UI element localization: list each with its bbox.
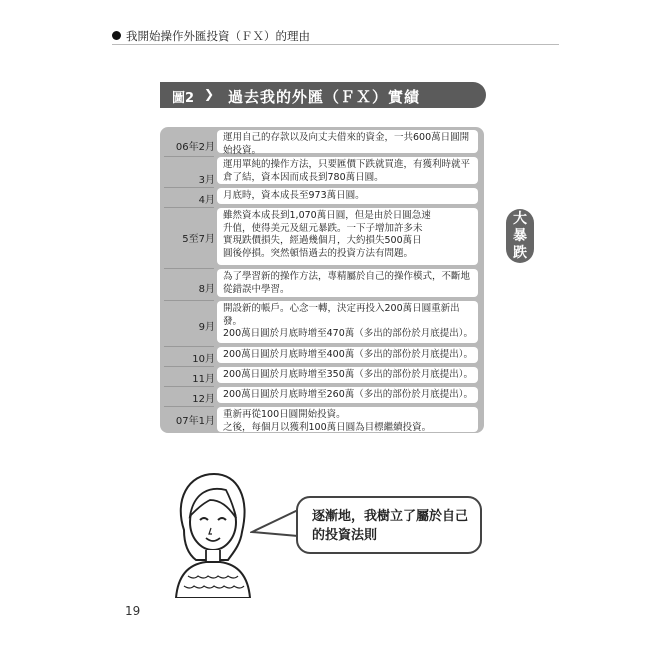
figure-banner [160, 82, 486, 108]
table-row [160, 269, 484, 300]
row-text: 開設新的帳戶。心念一轉，決定再投入200萬日圓重新出 發。 200萬日圓於月底時增至470萬（多出的部份於月底提出）。 [217, 301, 478, 343]
section-title: 我開始操作外匯投資（ＦＸ）的理由 [126, 29, 310, 43]
row-text: 雖然資本成長到1,070萬日圓，但是由於日圓急速 升值，使得美元及紐元暴跌。一下子增加許多未 實現跌價損失，經過幾個月，大約損失500萬日 圓後停損。突然頓悟過去的投資方法有問題。 大 暴 跌 [217, 208, 478, 265]
row-text: 重新再從100日圓開始投資。 之後，每個月以獲利100萬日圓為目標繼續投資。 [217, 407, 478, 432]
row-date: 12月 [192, 394, 215, 405]
speech-bubble-tail [250, 506, 300, 542]
row-date: 8月 [198, 284, 215, 295]
plunge-stamp: 大 暴 跌 [506, 209, 534, 263]
row-date: 11月 [192, 374, 215, 385]
table-row [160, 367, 484, 386]
row-text: 月底時，資本成長至973萬日圓。 [217, 188, 478, 204]
speech-text: 逐漸地，我樹立了屬於自己 的投資法則 [312, 509, 469, 543]
table-row [160, 301, 484, 346]
figure-label: 圖2 [172, 91, 195, 106]
bullet-dot-icon [112, 31, 121, 40]
table-row [160, 130, 484, 156]
table-row [160, 188, 484, 207]
row-date: 9月 [198, 322, 215, 333]
table-row [160, 208, 527, 268]
page-number: 19 [125, 604, 141, 618]
woman-illustration [170, 470, 252, 598]
row-date: 06年2月 [175, 142, 215, 153]
row-date: 4月 [198, 195, 215, 206]
record-table [160, 127, 527, 433]
table-row [160, 347, 484, 366]
row-text: 運用自己的存款以及向丈夫借來的資金，一共600萬日圓開 始投資。 [217, 130, 478, 153]
row-date: 07年1月 [175, 416, 215, 427]
row-text: 為了學習新的操作方法，專精屬於自己的操作模式，不斷地 從錯誤中學習。 [217, 269, 478, 297]
row-text: 200萬日圓於月底時增至260萬（多出的部份於月底提出）。 [217, 387, 478, 403]
figure-title: 過去我的外匯（ＦＸ）實績 [228, 88, 421, 106]
header-rule [112, 44, 559, 45]
row-text: 200萬日圓於月底時增至350萬（多出的部份於月底提出）。 [217, 367, 478, 383]
table-row [160, 407, 484, 435]
row-date: 5至7月 [182, 234, 215, 245]
table-row [160, 157, 484, 187]
row-text: 運用單純的操作方法，只要匯價下跌就買進，有獲利時就平 倉了結，資本因而成長到780萬日圓。 [217, 157, 478, 184]
row-date: 10月 [192, 354, 215, 365]
row-text: 200萬日圓於月底時增至400萬（多出的部份於月底提出）。 [217, 347, 478, 363]
chevron-right-icon: ❯ [204, 87, 215, 101]
row-date: 3月 [198, 175, 215, 186]
speech-bubble [296, 496, 482, 554]
table-row [160, 387, 484, 406]
section-header [112, 27, 559, 45]
